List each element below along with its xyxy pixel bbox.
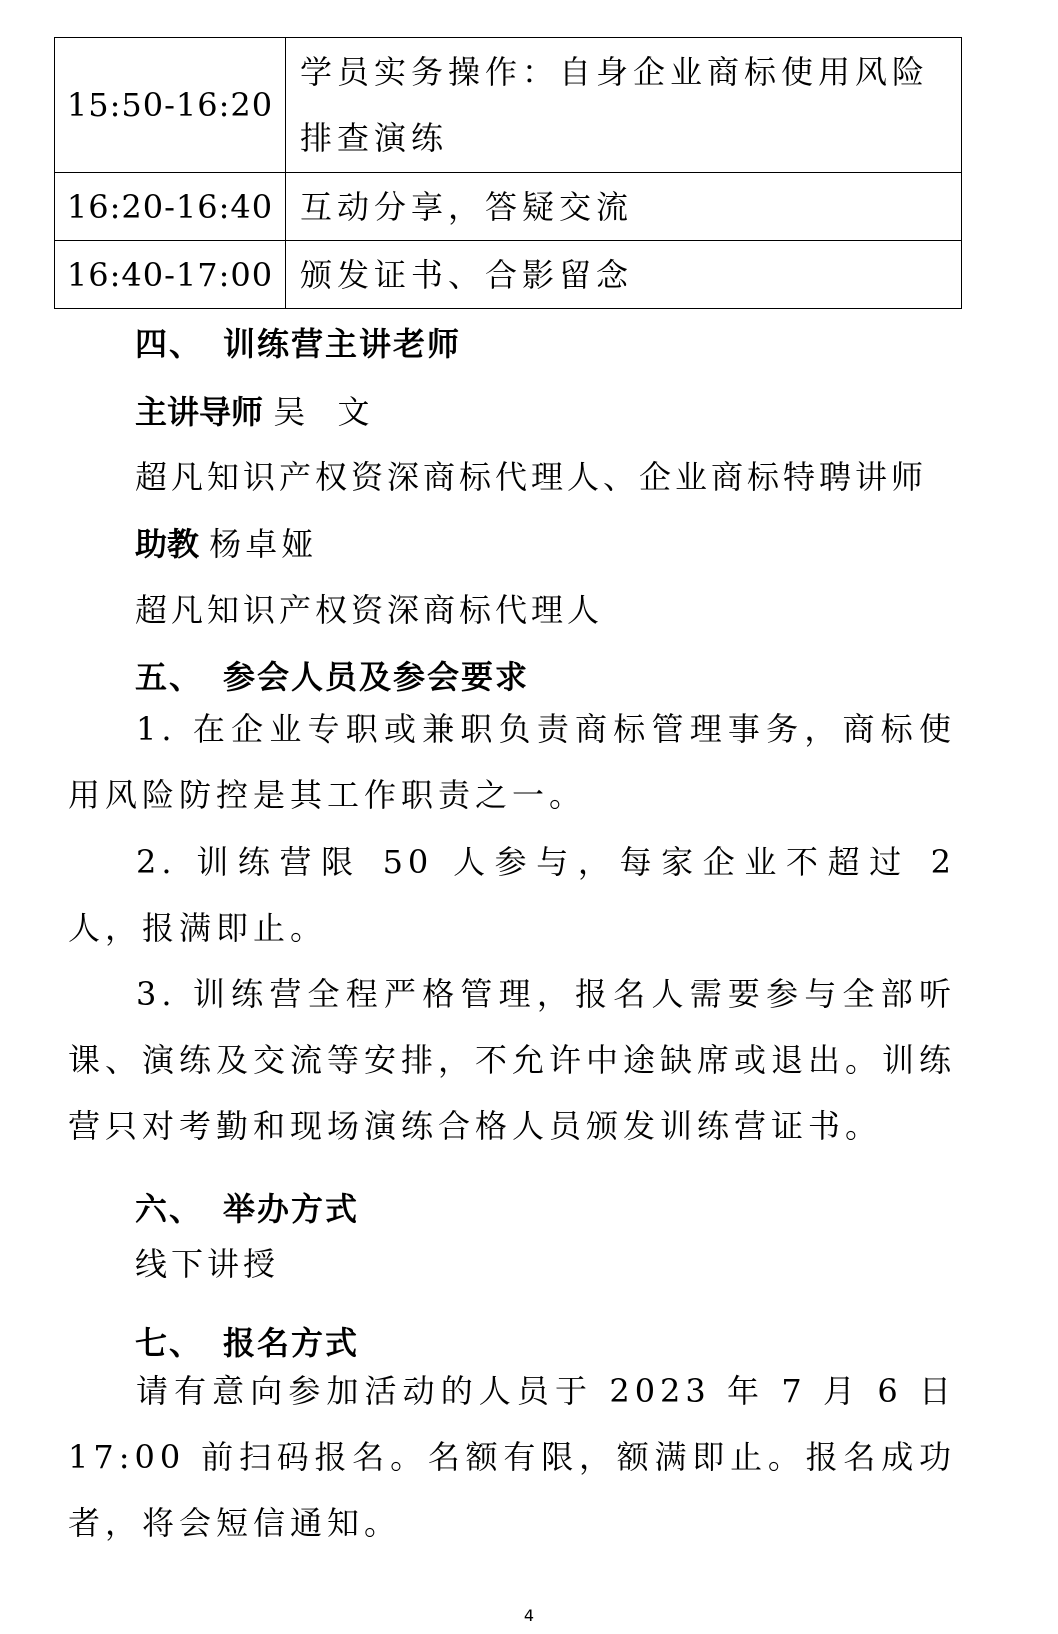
registration-text: 请有意向参加活动的人员于 2023 年 7 月 6 日 17:00 前扫码报名。名额有限，额满即止。报名成功者，将会短信通知。 (68, 1372, 956, 1542)
assistant-label: 助教 (135, 525, 200, 563)
assistant-line (135, 519, 1058, 565)
section4-number: 四、 (135, 325, 204, 363)
schedule-row (55, 241, 962, 309)
section6-number: 六、 (135, 1190, 204, 1228)
section7-title: 报名方式 (223, 1324, 360, 1362)
schedule-time: 16:40-17:00 (55, 241, 286, 309)
schedule-item: 颁发证书、合影留念 (286, 241, 962, 309)
schedule-time: 16:20-16:40 (55, 173, 286, 241)
section6-title: 举办方式 (223, 1190, 360, 1228)
lecturer-label: 主讲导师 (135, 393, 264, 431)
lecturer-line (135, 387, 1058, 433)
section5-heading (135, 652, 1058, 698)
assistant-desc: 超凡知识产权资深商标代理人 (135, 591, 604, 629)
section5-number: 五、 (135, 658, 204, 696)
section4-heading (135, 319, 1058, 365)
schedule-item: 互动分享，答疑交流 (286, 173, 962, 241)
schedule-row (55, 38, 962, 173)
schedule-item: 学员实务操作：自身企业商标使用风险排查演练 (286, 38, 962, 173)
requirement-item: 3. 训练营全程严格管理，报名人需要参与全部听课、演练及交流等安排，不允许中途缺席或退出。训练营只对考勤和现场演练合格人员颁发训练营证书。 (68, 975, 957, 1145)
schedule-time: 15:50-16:20 (55, 38, 286, 173)
section6-heading (135, 1184, 1058, 1230)
schedule-row (55, 173, 962, 241)
section5-title: 参会人员及参会要求 (223, 658, 530, 696)
requirement-item: 2. 训练营限 50 人参与，每家企业不超过 2 人，报满即止。 (68, 843, 956, 947)
assistant-name: 杨卓娅 (209, 525, 318, 563)
section7-number: 七、 (135, 1324, 204, 1362)
requirement-item: 1. 在企业专职或兼职负责商标管理事务，商标使用风险防控是其工作职责之一。 (68, 710, 956, 814)
lecturer-desc: 超凡知识产权资深商标代理人、企业商标特聘讲师 (135, 458, 928, 496)
page-number: 4 (523, 1606, 535, 1625)
lecturer-name: 吴 文 (273, 393, 374, 431)
section4-title: 训练营主讲老师 (223, 325, 462, 363)
schedule-table (54, 37, 962, 309)
format-text: 线下讲授 (135, 1245, 280, 1283)
